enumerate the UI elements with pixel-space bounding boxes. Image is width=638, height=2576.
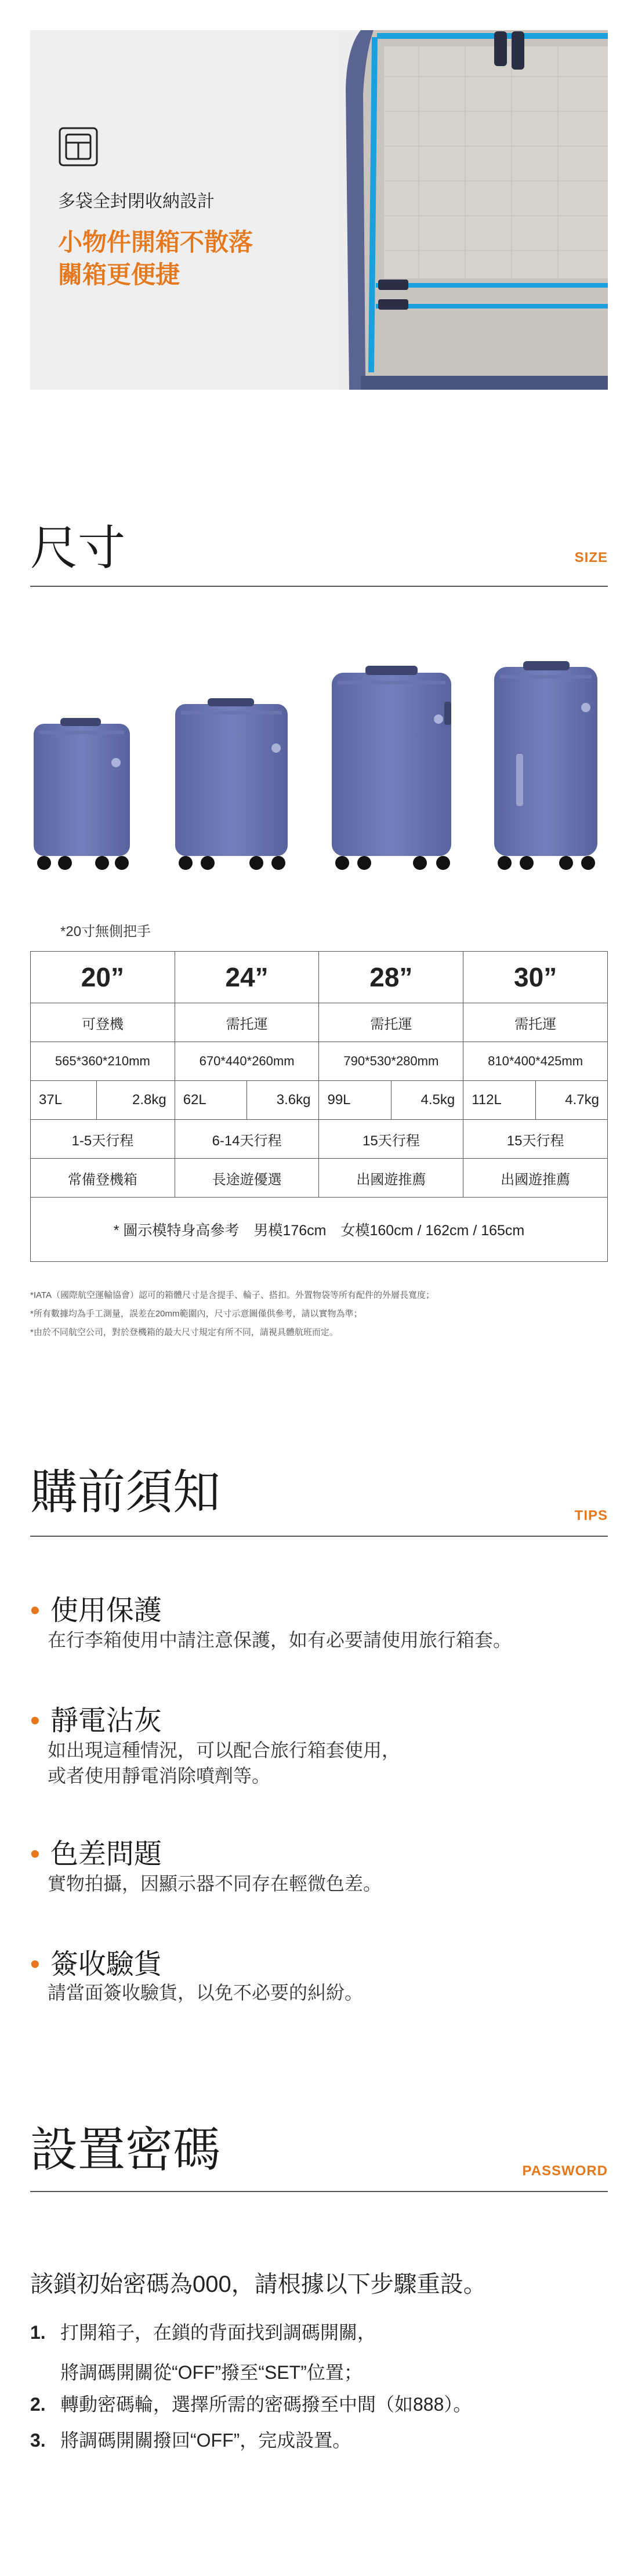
password-section-rule — [30, 2191, 608, 2192]
tip-title-text: 使用保護 — [50, 1595, 162, 1626]
recommend-cell: 出國遊推薦 — [319, 1159, 463, 1198]
usage-cell: 可登機 — [31, 1003, 175, 1042]
trip-row — [31, 1120, 608, 1159]
weight-cell: 3.6kg — [247, 1081, 319, 1120]
suitcase-28 — [332, 666, 451, 870]
password-step — [30, 2428, 351, 2453]
bullet-dot: • — [30, 1839, 40, 1870]
tip-body: 實物拍攝，因顯示器不同存在輕微色差。 — [48, 1873, 382, 1894]
recommend-cell: 出國遊推薦 — [463, 1159, 608, 1198]
tip-title-text: 靜電沾灰 — [50, 1706, 162, 1736]
size-section-rule — [30, 586, 608, 587]
size-20: 20” — [31, 952, 175, 1003]
tip-body: 或者使用靜電消除噴劑等。 — [48, 1765, 271, 1786]
password-section-en: PASSWORD — [522, 2163, 608, 2179]
tip-body: 在行李箱使用中請注意保護，如有必要請使用旅行箱套。 — [48, 1630, 512, 1650]
tip-body: 如出現這種情況，可以配合旅行箱套使用， — [48, 1740, 401, 1761]
feature-caption: 多袋全封閉收納設計 — [58, 192, 215, 211]
bullet-dot: • — [30, 1595, 40, 1626]
step-text: 打開箱子，在鎖的背面找到調碼開關， — [60, 2322, 376, 2343]
size-30: 30” — [463, 952, 608, 1003]
size-28: 28” — [319, 952, 463, 1003]
tips-section-title: 購前須知 — [30, 1465, 221, 1520]
step-number: 2. — [30, 2394, 46, 2415]
compartment-icon — [58, 126, 99, 167]
password-intro: 該鎖初始密碼為000，請根據以下步驟重設。 — [30, 2272, 487, 2297]
weight-cell: 2.8kg — [97, 1081, 175, 1120]
password-step — [30, 2392, 472, 2417]
tip-body: 請當面簽收驗貨，以免不必要的糾紛。 — [48, 1982, 364, 2003]
suitcase-30 — [494, 661, 597, 870]
step-number: 1. — [30, 2322, 46, 2343]
size-section-title: 尺寸 — [30, 521, 126, 576]
dimension-cell: 565*360*210mm — [31, 1042, 175, 1081]
recommend-cell: 長途遊優選 — [175, 1159, 319, 1198]
handle-note: *20寸無側把手 — [60, 924, 151, 939]
password-section-title: 設置密碼 — [30, 2123, 221, 2178]
luggage-size-lineup — [30, 661, 608, 876]
tip-title-text: 簽收驗貨 — [50, 1949, 162, 1980]
tip-title — [30, 1942, 162, 1982]
dimension-cell: 670*440*260mm — [175, 1042, 319, 1081]
capacity-cell: 112L — [463, 1081, 535, 1120]
usage-cell: 需托運 — [319, 1003, 463, 1042]
weight-cell: 4.5kg — [391, 1081, 463, 1120]
footnote: *所有數據均為手工測量，誤差在20mm範圍內，尺寸示意圖僅供參考，請以實物為準； — [30, 1309, 362, 1319]
step-text: 轉動密碼輪，選擇所需的密碼撥至中間（如888）。 — [60, 2394, 472, 2415]
capacity-cell: 99L — [319, 1081, 391, 1120]
weight-cell: 4.7kg — [535, 1081, 607, 1120]
tip-title — [30, 1698, 162, 1738]
recommend-row — [31, 1159, 608, 1198]
bullet-dot: • — [30, 1949, 40, 1980]
feature-highlight-line-2: 關箱更便捷 — [58, 261, 180, 288]
suitcase-24 — [175, 698, 288, 870]
dimension-cell: 810*400*425mm — [463, 1042, 608, 1081]
capacity-cell: 37L — [31, 1081, 97, 1120]
suitcase-20 — [34, 718, 130, 870]
dimension-cell: 790*530*280mm — [319, 1042, 463, 1081]
trip-cell: 6-14天行程 — [175, 1120, 319, 1159]
usage-cell: 需托運 — [175, 1003, 319, 1042]
password-step — [30, 2320, 376, 2345]
step-number: 3. — [30, 2430, 46, 2451]
trip-cell: 15天行程 — [463, 1120, 608, 1159]
suitcase-interior-photo — [338, 30, 608, 390]
capacity-weight-row — [31, 1081, 608, 1120]
footnote: *IATA（國際航空運輸協會）認可的箱體尺寸是含提手、輪子、搭扣。外置物袋等所有配件的外層長寬度； — [30, 1290, 434, 1300]
capacity-cell: 62L — [175, 1081, 246, 1120]
model-note: * 圖示模特身高參考 男模176cm 女模160cm / 162cm / 165cm — [31, 1198, 608, 1262]
usage-cell: 需托運 — [463, 1003, 608, 1042]
tips-section-en: TIPS — [574, 1508, 608, 1523]
password-step-sub: 將調碼開關從“OFF”撥至“SET”位置； — [60, 2362, 362, 2383]
feature-card — [30, 30, 608, 390]
model-note-row — [31, 1198, 608, 1262]
size-row — [31, 952, 608, 1003]
feature-highlight — [58, 226, 253, 291]
tip-title-text: 色差問題 — [50, 1839, 162, 1870]
size-24: 24” — [175, 952, 319, 1003]
trip-cell: 15天行程 — [319, 1120, 463, 1159]
feature-highlight-line-1: 小物件開箱不散落 — [58, 228, 253, 256]
tip-title — [30, 1588, 162, 1628]
bullet-dot: • — [30, 1706, 40, 1736]
usage-row — [31, 1003, 608, 1042]
tips-section-rule — [30, 1536, 608, 1537]
spec-table — [30, 951, 608, 1262]
trip-cell: 1-5天行程 — [31, 1120, 175, 1159]
size-section-en: SIZE — [574, 550, 608, 565]
step-text: 將調碼開關撥回“OFF”，完成設置。 — [60, 2430, 351, 2451]
footnote: *由於不同航空公司，對於登機箱的最大尺寸規定有所不同，請視具體航班而定。 — [30, 1327, 338, 1337]
dimension-row — [31, 1042, 608, 1081]
tip-title — [30, 1831, 162, 1871]
recommend-cell: 常備登機箱 — [31, 1159, 175, 1198]
